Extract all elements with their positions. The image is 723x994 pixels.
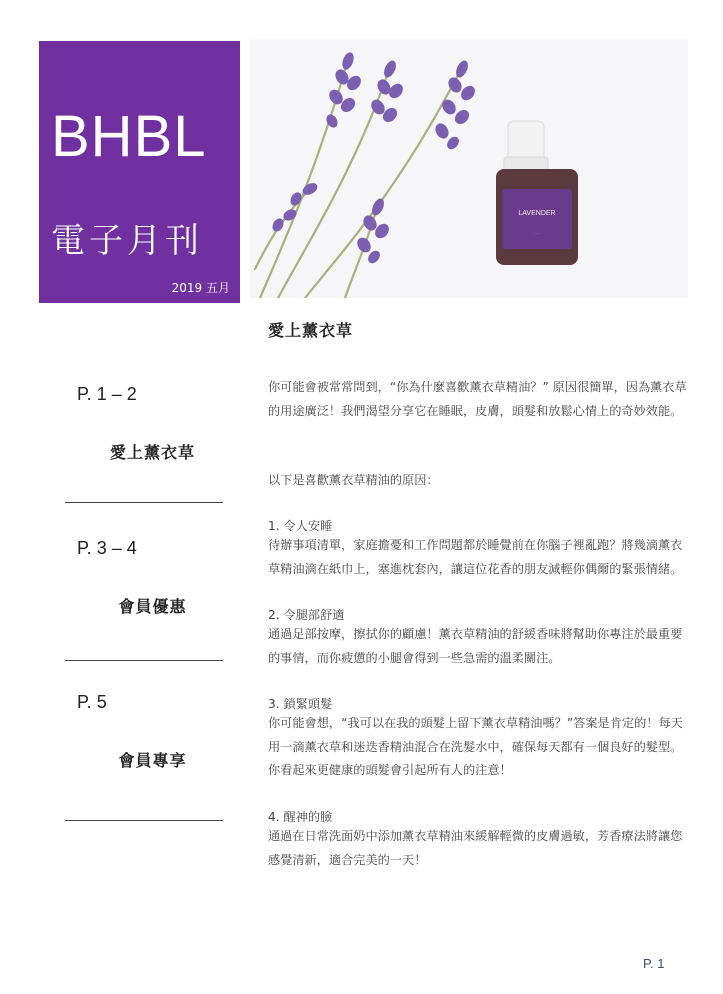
essential-oil-bottle <box>496 121 578 265</box>
point-body: 待辦事項清單，家庭擔憂和工作問題都於睡覺前在你腦子裡亂跑？將幾滴薰衣草精油滴在紙巾上，塞進枕套內，讓這位花香的朋友減輕你偶爾的緊張情緒。 <box>268 538 683 576</box>
point-body: 通過足部按摩，擦拭你的顧慮！薰衣草精油的舒緩香味將幫助你專注於最重要的事情，而你疲憊的小腿會得到一些急需的溫柔關注。 <box>268 627 683 665</box>
article-title: 愛上薰衣草 <box>268 321 354 340</box>
point-heading: 4. 醒神的臉 <box>268 810 333 824</box>
issue-date: 2019 五月 <box>171 281 230 295</box>
toc-page-range: P. 3 – 4 <box>77 538 137 558</box>
point-heading: 2. 令腿部舒適 <box>268 608 345 622</box>
point-heading: 1. 令人安睡 <box>268 519 333 533</box>
toc-topic: 會員優惠 <box>118 597 187 616</box>
divider <box>65 820 223 821</box>
publication-subtitle: 電子月刊 <box>51 221 203 261</box>
toc-page-range: P. 5 <box>77 692 107 712</box>
hero-image <box>250 39 688 298</box>
toc-topic: 會員專享 <box>118 751 187 770</box>
article-intro: 你可能會被常常問到，“你為什麼喜歡薰衣草精油？” 原因很簡單，因為薰衣草的用途廣泛！我們渴望分享它在睡眠，皮膚，頭髮和放鬆心情上的奇妙效能。 <box>268 380 687 418</box>
bottle-label: LAVENDER <box>518 210 556 217</box>
lavender-illustration <box>250 39 688 298</box>
divider <box>65 502 223 503</box>
point-body: 你可能會想，“我可以在我的頭髮上留下薰衣草精油嗎？”答案是肯定的！每天用一滴薰衣草和迷迭香精油混合在洗髮水中，確保每天都有一個良好的髮型。你看起來更健康的頭髮會引起所有人的注意！ <box>268 716 683 777</box>
svg-text:· · ·: · · · <box>533 231 541 236</box>
toc-topic: 愛上薰衣草 <box>109 443 195 462</box>
page-number: P. 1 <box>643 956 665 971</box>
divider <box>65 660 223 661</box>
point-body: 通過在日常洗面奶中添加薰衣草精油來緩解輕微的皮膚過敏，芳香療法將讓您感覺清新，適合完美的一天！ <box>268 829 683 867</box>
toc-page-range: P. 1 – 2 <box>77 384 137 404</box>
brand-title: BHBL <box>51 104 207 169</box>
article-lead: 以下是喜歡薰衣草精油的原因： <box>268 473 439 487</box>
masthead <box>39 41 240 303</box>
point-heading: 3. 鎖緊頭髮 <box>268 697 333 711</box>
